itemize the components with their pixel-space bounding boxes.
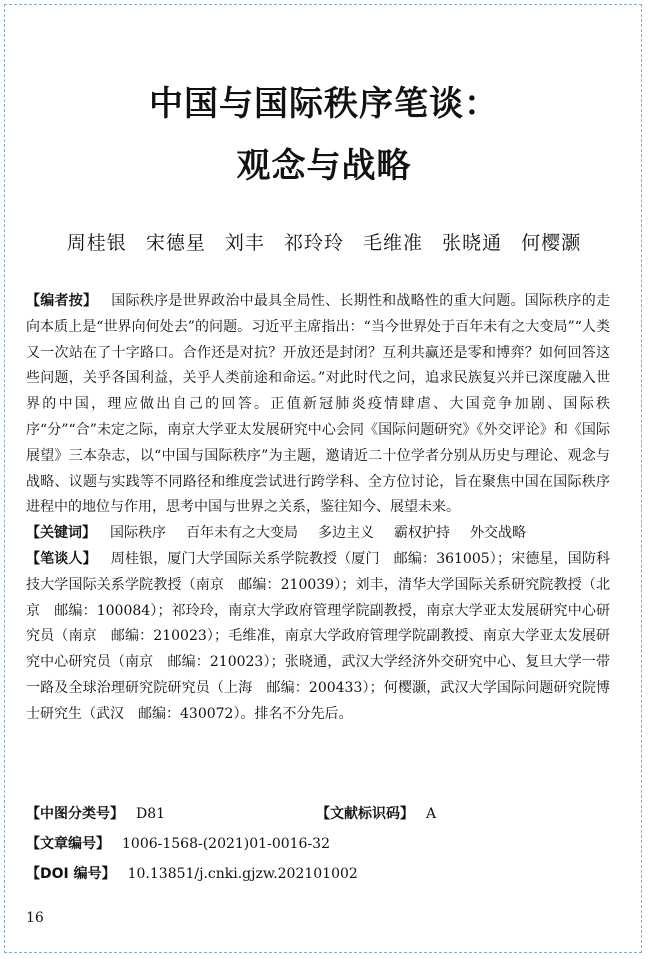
author-name: 宋德星	[145, 232, 206, 254]
clc-label: 【中图分类号】	[26, 806, 124, 822]
article-number-label: 【文章编号】	[26, 836, 110, 852]
contributors	[26, 547, 610, 728]
doi-label: 【DOI 编号】	[26, 866, 116, 882]
keyword: 百年未有之大变局	[186, 525, 298, 542]
contributors-text: 周桂银，厦门大学国际关系学院教授（厦门 邮编：361005）；宋德星，国防科技大学国际关系学院教授（南京 邮编：210039）；刘丰，清华大学国际关系研究院教授（北京 邮编：100084）；祁玲玲，南京大学政府管理学院副教授，南京大学亚太发展研究中心研究员（南京 邮编：210023）；毛维准，南京大学政府管理学院副教授、南京大学亚太发展研究中心研究员（南京 邮编：210023）；张晓通，武汉大学经济外交研究中心、复旦大学一带一路及全球治理研究院研究员（上海 邮编：200433）；何樱灏，武汉大学国际问题研究院博士研究生（武汉 邮编：430072）。排名不分先后。	[26, 550, 610, 722]
author-name: 周桂银	[66, 232, 127, 254]
author-name: 张晓通	[442, 232, 503, 254]
editor-note	[26, 289, 610, 521]
author-name: 何樱灏	[521, 232, 582, 254]
keyword: 霸权护持	[394, 525, 450, 542]
author-name: 祁玲玲	[283, 232, 344, 254]
article-number-row	[26, 833, 610, 853]
document-code	[316, 803, 436, 823]
author-list	[0, 228, 648, 255]
classification-row	[26, 803, 610, 823]
keyword: 外交战略	[470, 525, 526, 542]
clc-value: D81	[136, 806, 166, 822]
keyword: 多边主义	[318, 525, 374, 542]
author-name: 毛维准	[363, 232, 424, 254]
keyword: 国际秩序	[110, 525, 166, 542]
doi-row	[26, 863, 610, 883]
keywords-label: 【关键词】	[26, 525, 96, 542]
keywords	[26, 521, 610, 547]
article-number-value: 1006-1568-(2021)01-0016-32	[122, 836, 330, 852]
editor-note-label: 【编者按】	[26, 293, 98, 309]
article-title-line-1: 中国与国际秩序笔谈：	[149, 84, 499, 124]
doc-code-value: A	[426, 806, 437, 822]
contributors-label: 【笔谈人】	[26, 550, 97, 567]
front-matter	[26, 289, 610, 728]
doc-code-label: 【文献标识码】	[316, 806, 414, 822]
author-name: 刘丰	[224, 232, 265, 254]
doi-value: 10.13851/j.cnki.gjzw.202101002	[127, 866, 358, 882]
page-number: 16	[26, 910, 44, 926]
editor-note-text: 国际秩序是世界政治中最具全局性、长期性和战略性的重大问题。国际秩序的走向本质上是“世界向何处去”的问题。习近平主席指出：“当今世界处于百年未有之大变局”“人类又一次站在了十字路口。合作还是对抗？开放还是封闭？互利共赢还是零和博弈？如何回答这些问题，关乎各国利益，关乎人类前途和命运。”对此时代之问，追求民族复兴并已深度融入世界的中国，理应做出自己的回答。正值新冠肺炎疫情肆虐、大国竞争加剧、国际秩序“分”“合”未定之际，南京大学亚太发展研究中心会同《国际问题研究》《外交评论》和《国际展望》三本杂志，以“中国与国际秩序”为主题，邀请近二十位学者分别从历史与理论、观念与战略、议题与实践等不同路径和维度尝试进行跨学科、全方位讨论，旨在聚焦中国在国际秩序进程中的地位与作用，思考中国与世界之关系，鉴往知今、展望未来。	[26, 293, 611, 516]
article-title-line-2: 观念与战略	[236, 146, 412, 186]
